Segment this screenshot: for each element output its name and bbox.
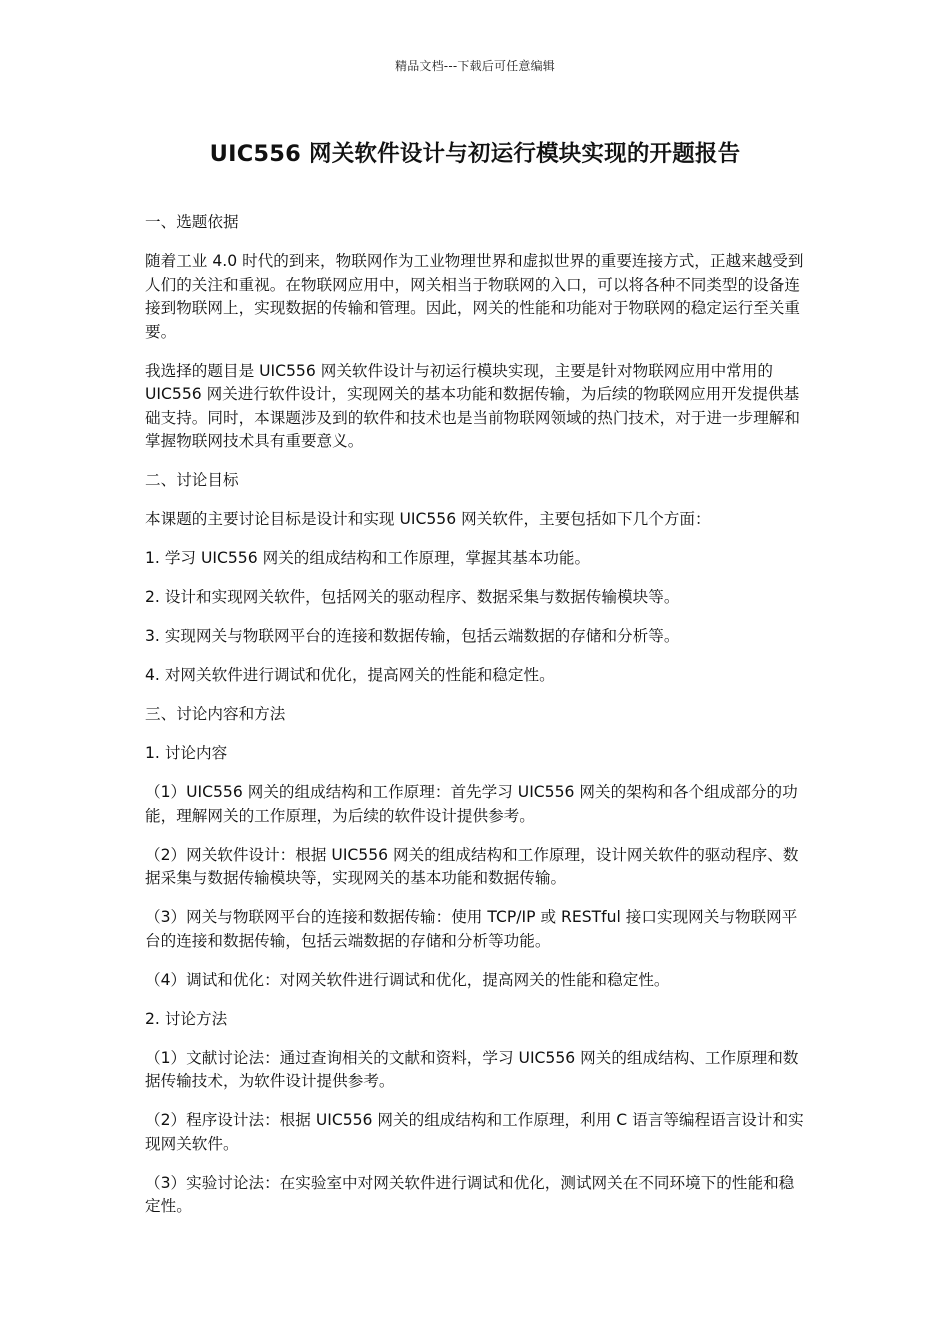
list-item: （2）程序设计法：根据 UIC556 网关的组成结构和工作原理，利用 C 语言等编程语言设计和实现网关软件。 bbox=[145, 1111, 804, 1153]
list-item: （3）实验讨论法：在实验室中对网关软件进行调试和优化，测试网关在不同环境下的性能和稳定性。 bbox=[145, 1173, 795, 1215]
page-header: 精品文档---下载后可任意编辑 bbox=[395, 59, 555, 73]
list-item: （2）网关软件设计：根据 UIC556 网关的组成结构和工作原理，设计网关软件的驱动程序、数据采集与数据传输模块等，实现网关的基本功能和数据传输。 bbox=[145, 845, 799, 887]
section-heading-goals: 二、讨论目标 bbox=[145, 471, 239, 489]
document-title: UIC556 网关软件设计与初运行模块实现的开题报告 bbox=[209, 141, 741, 167]
paragraph: 我选择的题目是 UIC556 网关软件设计与初运行模块实现，主要是针对物联网应用中常用的 UIC556 网关进行软件设计，实现网关的基本功能和数据传输，为后续的物联网应用开发提供基础支持。同时，本课题涉及到的软件和技术也是当前物联网领域的热门技术，对于进一步理解和掌握物联网技术具有重要意义。 bbox=[145, 361, 800, 450]
list-item: 3. 实现网关与物联网平台的连接和数据传输，包括云端数据的存储和分析等。 bbox=[145, 627, 680, 645]
list-item: （3）网关与物联网平台的连接和数据传输：使用 TCP/IP 或 RESTful 接口实现网关与物联网平台的连接和数据传输，包括云端数据的存储和分析等功能。 bbox=[145, 908, 798, 950]
document-body bbox=[145, 211, 809, 1234]
list-item: 2. 设计和实现网关软件，包括网关的驱动程序、数据采集与数据传输模块等。 bbox=[145, 588, 680, 606]
subsection-heading-methods: 2. 讨论方法 bbox=[145, 1009, 228, 1028]
list-item: 4. 对网关软件进行调试和优化，提高网关的性能和稳定性。 bbox=[145, 666, 555, 684]
paragraph: 本课题的主要讨论目标是设计和实现 UIC556 网关软件，主要包括如下几个方面： bbox=[145, 510, 711, 528]
list-item: （1）文献讨论法：通过查询相关的文献和资料，学习 UIC556 网关的组成结构、工作原理和数据传输技术，为软件设计提供参考。 bbox=[145, 1048, 799, 1090]
paragraph: 随着工业 4.0 时代的到来，物联网作为工业物理世界和虚拟世界的重要连接方式，正越来越受到人们的关注和重视。在物联网应用中，网关相当于物联网的入口，可以将各种不同类型的设备连接到物联网上，实现数据的传输和管理。因此，网关的性能和功能对于物联网的稳定运行至关重要。 bbox=[145, 252, 804, 341]
subsection-heading-content: 1. 讨论内容 bbox=[145, 744, 228, 762]
list-item: （4）调试和优化：对网关软件进行调试和优化，提高网关的性能和稳定性。 bbox=[145, 970, 670, 989]
section-heading-content-methods: 三、讨论内容和方法 bbox=[145, 705, 286, 723]
list-item: 1. 学习 UIC556 网关的组成结构和工作原理，掌握其基本功能。 bbox=[145, 549, 591, 567]
section-heading-basis: 一、选题依据 bbox=[145, 213, 239, 231]
list-item: （1）UIC556 网关的组成结构和工作原理：首先学习 UIC556 网关的架构和各个组成部分的功能，理解网关的工作原理，为后续的软件设计提供参考。 bbox=[145, 783, 798, 825]
